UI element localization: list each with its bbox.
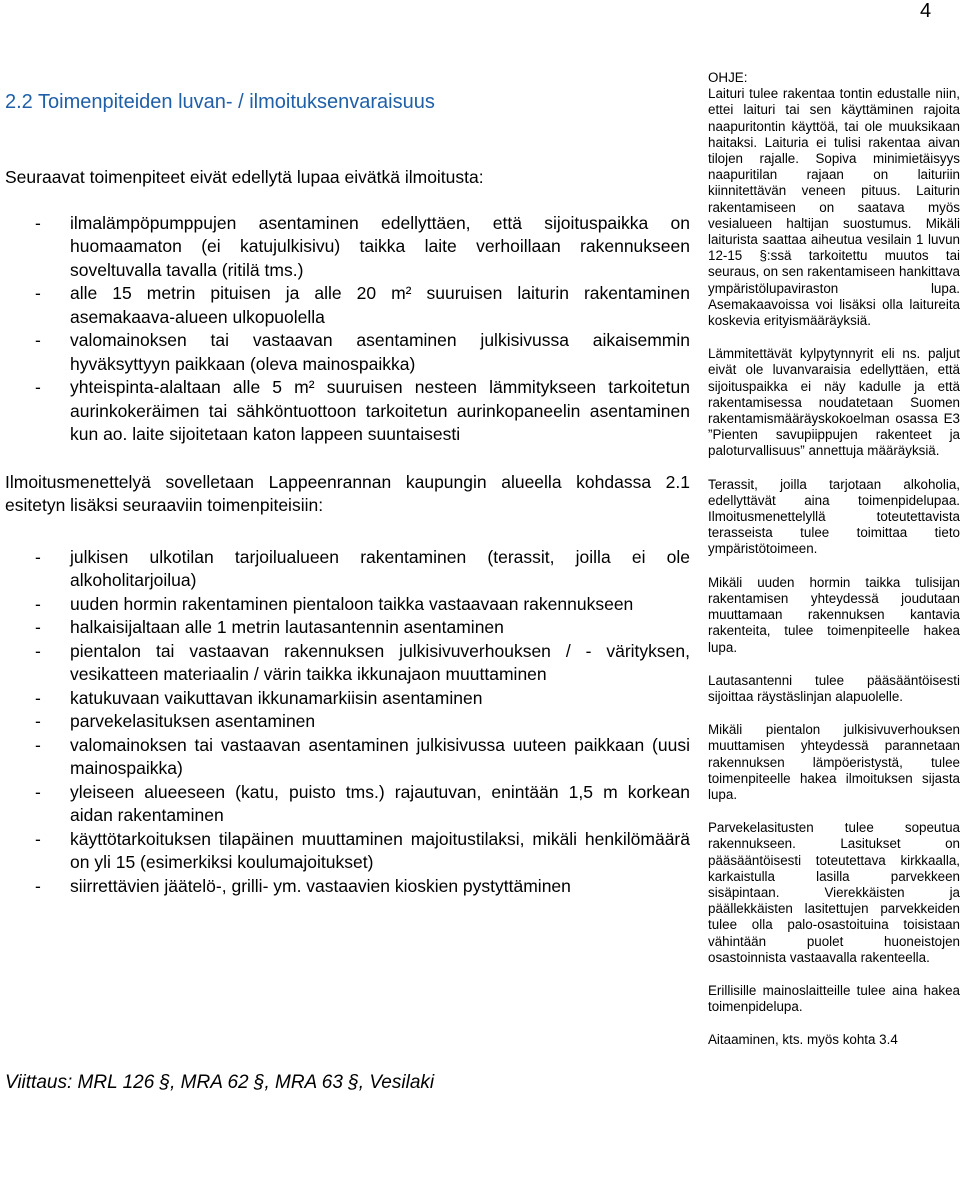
sidebar-note: Aitaaminen, kts. myös kohta 3.4 — [708, 1032, 898, 1048]
notification-text: Ilmoitusmenettelyä sovelletaan Lappeenrannan kaupungin alueella kohdassa 2.1 esitetyn lisäksi seuraaviin toimenpiteisiin: — [5, 471, 690, 515]
list-item: - katukuvaan vaikuttavan ikkunamarkiisin asentaminen — [5, 687, 690, 711]
list-item: - siirrettävien jäätelö-, grilli- ym. vastaavien kioskien pystyttäminen — [5, 875, 690, 899]
list-item: - parvekelasituksen asentaminen — [5, 710, 690, 734]
list-item: - halkaisijaltaan alle 1 metrin lautasantennin asentaminen — [5, 616, 690, 640]
list-item: - ilmalämpöpumppujen asentaminen edellyttäen, että sijoituspaikka on huomaamaton (ei katujulkisivu) taikka laite verhoillaan rakennukseen soveltuvalla tavalla (ritilä tms.) — [5, 212, 690, 283]
sidebar-note: Mikäli pientalon julkisivuverhouksen muuttamisen yhteydessä parannetaan rakennuksen lämpöeristystä, tulee toimenpiteelle hakea ilmoituksen sijasta lupa. — [708, 722, 960, 802]
sidebar-note: Lämmitettävät kylpytynnyrit eli ns. paljut eivät ole luvanvaraisia edellyttäen, että sijoituspaikka ei näy kadulle ja että rakentamisessa noudatetaan Suomen rakentamismääräyskokoelman osassa E3 ”Pienten savupiippujen rakenteet ja paloturvallisuus” annettuja määräyksiä. — [708, 346, 960, 459]
section-title: 2.2 Toimenpiteiden luvan- / ilmoituksenvaraisuus — [5, 91, 435, 113]
references: Viittaus: MRL 126 §, MRA 62 §, MRA 63 §, Vesilaki — [5, 1072, 435, 1093]
sidebar-notes — [708, 70, 960, 1066]
sidebar-note: Mikäli uuden hormin taikka tulisijan rakentamisen yhteydessä joudutaan muuttamaan rakennuksen kantavia rakenteita, tulee toimenpiteelle hakea lupa. — [708, 574, 960, 655]
page-number: 4 — [920, 0, 932, 22]
exempt-list — [5, 212, 690, 447]
list-item: - yhteispinta-alaltaan alle 5 m² suuruisen nesteen lämmitykseen tarkoitetun aurinkokeräimen tai sähköntuottoon tarkoitetun aurinkopaneelin asentaminen kun ao. laite sijoitetaan katon lappeen suuntaisesti — [5, 376, 690, 447]
list-item: - pientalon tai vastaavan rakennuksen julkisivuverhouksen / - värityksen, vesikatteen materiaalin / värin taikka ikkunajaon muuttaminen — [5, 640, 690, 687]
sidebar-note: Lautasantenni tulee pääsääntöisesti sijoittaa räystäslinjan alapuolelle. — [708, 672, 960, 704]
list-item: - alle 15 metrin pituisen ja alle 20 m² suuruisen laiturin rakentaminen asemakaava-alueen ulkopuolella — [5, 282, 690, 329]
intro-text: Seuraavat toimenpiteet eivät edellytä lupaa eivätkä ilmoitusta: — [5, 167, 484, 187]
sidebar-note: Laituri tulee rakentaa tontin edustalle niin, ettei laituri tai sen käyttäminen rajoita naapuritontin käyttöä, tai ole muuksikaan haitaksi. Laituria ei tulisi rakentaa aivan tilojen rajalle. Sopiva minimietäisyys naapuritilan rajaan on laituriin kiinnitettävän veneen pituus. Laiturin rakentamiseen on saatava myös vesialueen haltijan suostumus. Mikäli laiturista saattaa aiheutua vesilain 1 luvun 12-15 §:ssä tarkoitettu muutos tai seuraus, on sen rakentamiseen hankittava ympäristölupaviraston lupa. Asemakaavoissa voi lisäksi olla laitureita koskevia erityismääräyksiä. — [708, 86, 960, 329]
list-item: - yleiseen alueeseen (katu, puisto tms.) rajautuvan, enintään 1,5 m korkean aidan rakentaminen — [5, 781, 690, 828]
list-item: - uuden hormin rakentaminen pientaloon taikka vastaavaan rakennukseen — [5, 593, 690, 617]
list-item: - käyttötarkoituksen tilapäinen muuttaminen majoitustilaksi, mikäli henkilömäärä on yli 15 (esimerkiksi koulumajoitukset) — [5, 828, 690, 875]
notification-list — [5, 546, 690, 899]
sidebar-note: Erillisille mainoslaitteille tulee aina hakea toimenpidelupa. — [708, 982, 960, 1015]
sidebar-note: Terassit, joilla tarjotaan alkoholia, edellyttävät aina toimenpidelupaa. Ilmoitusmenettelyllä toteutettavista terasseista tulee toimittaa tieto ympäristötoimeen. — [708, 476, 960, 557]
sidebar-heading: OHJE: — [708, 70, 748, 85]
list-item: - valomainoksen tai vastaavan asentaminen julkisivussa uuteen paikkaan (uusi mainospaikka) — [5, 734, 690, 781]
list-item: - julkisen ulkotilan tarjoilualueen rakentaminen (terassit, joilla ei ole alkoholitarjoilua) — [5, 546, 690, 593]
list-item: - valomainoksen tai vastaavan asentaminen julkisivussa aikaisemmin hyväksyttyyn paikkaan (oleva mainospaikka) — [5, 329, 690, 376]
sidebar-note: Parvekelasitusten tulee sopeutua rakennukseen. Lasitukset on pääsääntöisesti toteutettava kirkkaalla, karkaistulla lasilla parvekkeen sisäpintaan. Vierekkäisten ja päällekkäisten lasitettujen parvekkeiden tulee olla palo-osastoituina toisistaan vähintään puolet huoneistojen osastoinnista vastaavalla rakenteella. — [708, 820, 960, 965]
main-column — [5, 88, 690, 898]
